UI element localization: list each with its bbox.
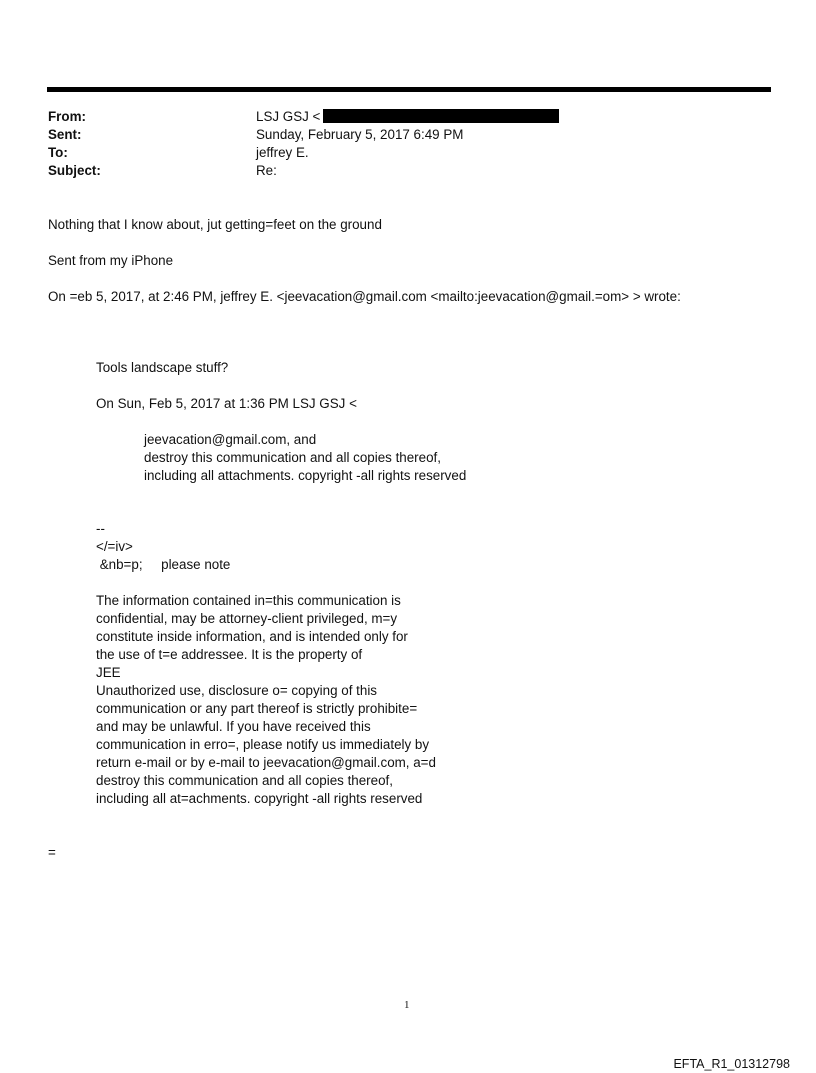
from-value-text: LSJ GSJ <: [256, 109, 321, 124]
inner-quote-block: [144, 431, 466, 485]
disclaimer-line: The information contained in=this communication is: [96, 593, 401, 608]
disclaimer-line: constitute inside information, and is intended only for: [96, 629, 408, 644]
from-label: From:: [48, 109, 86, 124]
inner-quote-line: destroy this communication and all copies thereof,: [144, 450, 441, 465]
sent-label: Sent:: [48, 127, 82, 142]
from-value: [256, 108, 559, 126]
disclaimer-line: the use of t=e addressee. It is the property of: [96, 647, 363, 662]
disclaimer-line: destroy this communication and all copies thereof,: [96, 773, 393, 788]
quote-line-tools: Tools landscape stuff?: [96, 360, 229, 375]
signature-line: </=iv>: [96, 539, 133, 554]
inner-quote-line: including all attachments. copyright -all rights reserved: [144, 468, 467, 483]
sent-row: [48, 126, 768, 144]
disclaimer-line: JEE: [96, 665, 121, 680]
document-id: EFTA_R1_01312798: [673, 1057, 790, 1071]
disclaimer-block: [96, 592, 436, 808]
body-line-sent-from: Sent from my iPhone: [48, 253, 174, 268]
subject-row: [48, 162, 768, 180]
to-label: To:: [48, 145, 68, 160]
signature-block: [96, 520, 230, 574]
disclaimer-line: communication or any part thereof is strictly prohibite=: [96, 701, 418, 716]
disclaimer-line: Unauthorized use, disclosure o= copying of this: [96, 683, 377, 698]
signature-line: --: [96, 521, 105, 536]
sent-value: Sunday, February 5, 2017 6:49 PM: [256, 127, 464, 142]
quote-line-on-sun: On Sun, Feb 5, 2017 at 1:36 PM LSJ GSJ <: [96, 396, 357, 411]
to-value: jeffrey E.: [256, 145, 309, 160]
disclaimer-line: including all at=achments. copyright -all rights reserved: [96, 791, 423, 806]
disclaimer-line: and may be unlawful. If you have received this: [96, 719, 371, 734]
signature-line: &nb=p; please note: [96, 557, 231, 572]
disclaimer-line: confidential, may be attorney-client privileged, m=y: [96, 611, 398, 626]
header-rule: [47, 87, 771, 92]
disclaimer-line: communication in erro=, please notify us immediately by: [96, 737, 430, 752]
body-line-quote-header: On =eb 5, 2017, at 2:46 PM, jeffrey E. <jeevacation@gmail.com <mailto:jeevacation@gmail.=om> > wrote:: [48, 289, 681, 304]
subject-value: Re:: [256, 163, 277, 178]
from-row: [48, 108, 768, 126]
page-number: 1: [404, 999, 410, 1011]
disclaimer-line: return e-mail or by e-mail to jeevacation@gmail.com, a=d: [96, 755, 436, 770]
redaction-bar: [323, 109, 559, 123]
trailing-equals: =: [48, 845, 56, 860]
body-line-reply: Nothing that I know about, jut getting=feet on the ground: [48, 217, 382, 232]
inner-quote-line: jeevacation@gmail.com, and: [144, 432, 317, 447]
subject-label: Subject:: [48, 163, 101, 178]
to-row: [48, 144, 768, 162]
